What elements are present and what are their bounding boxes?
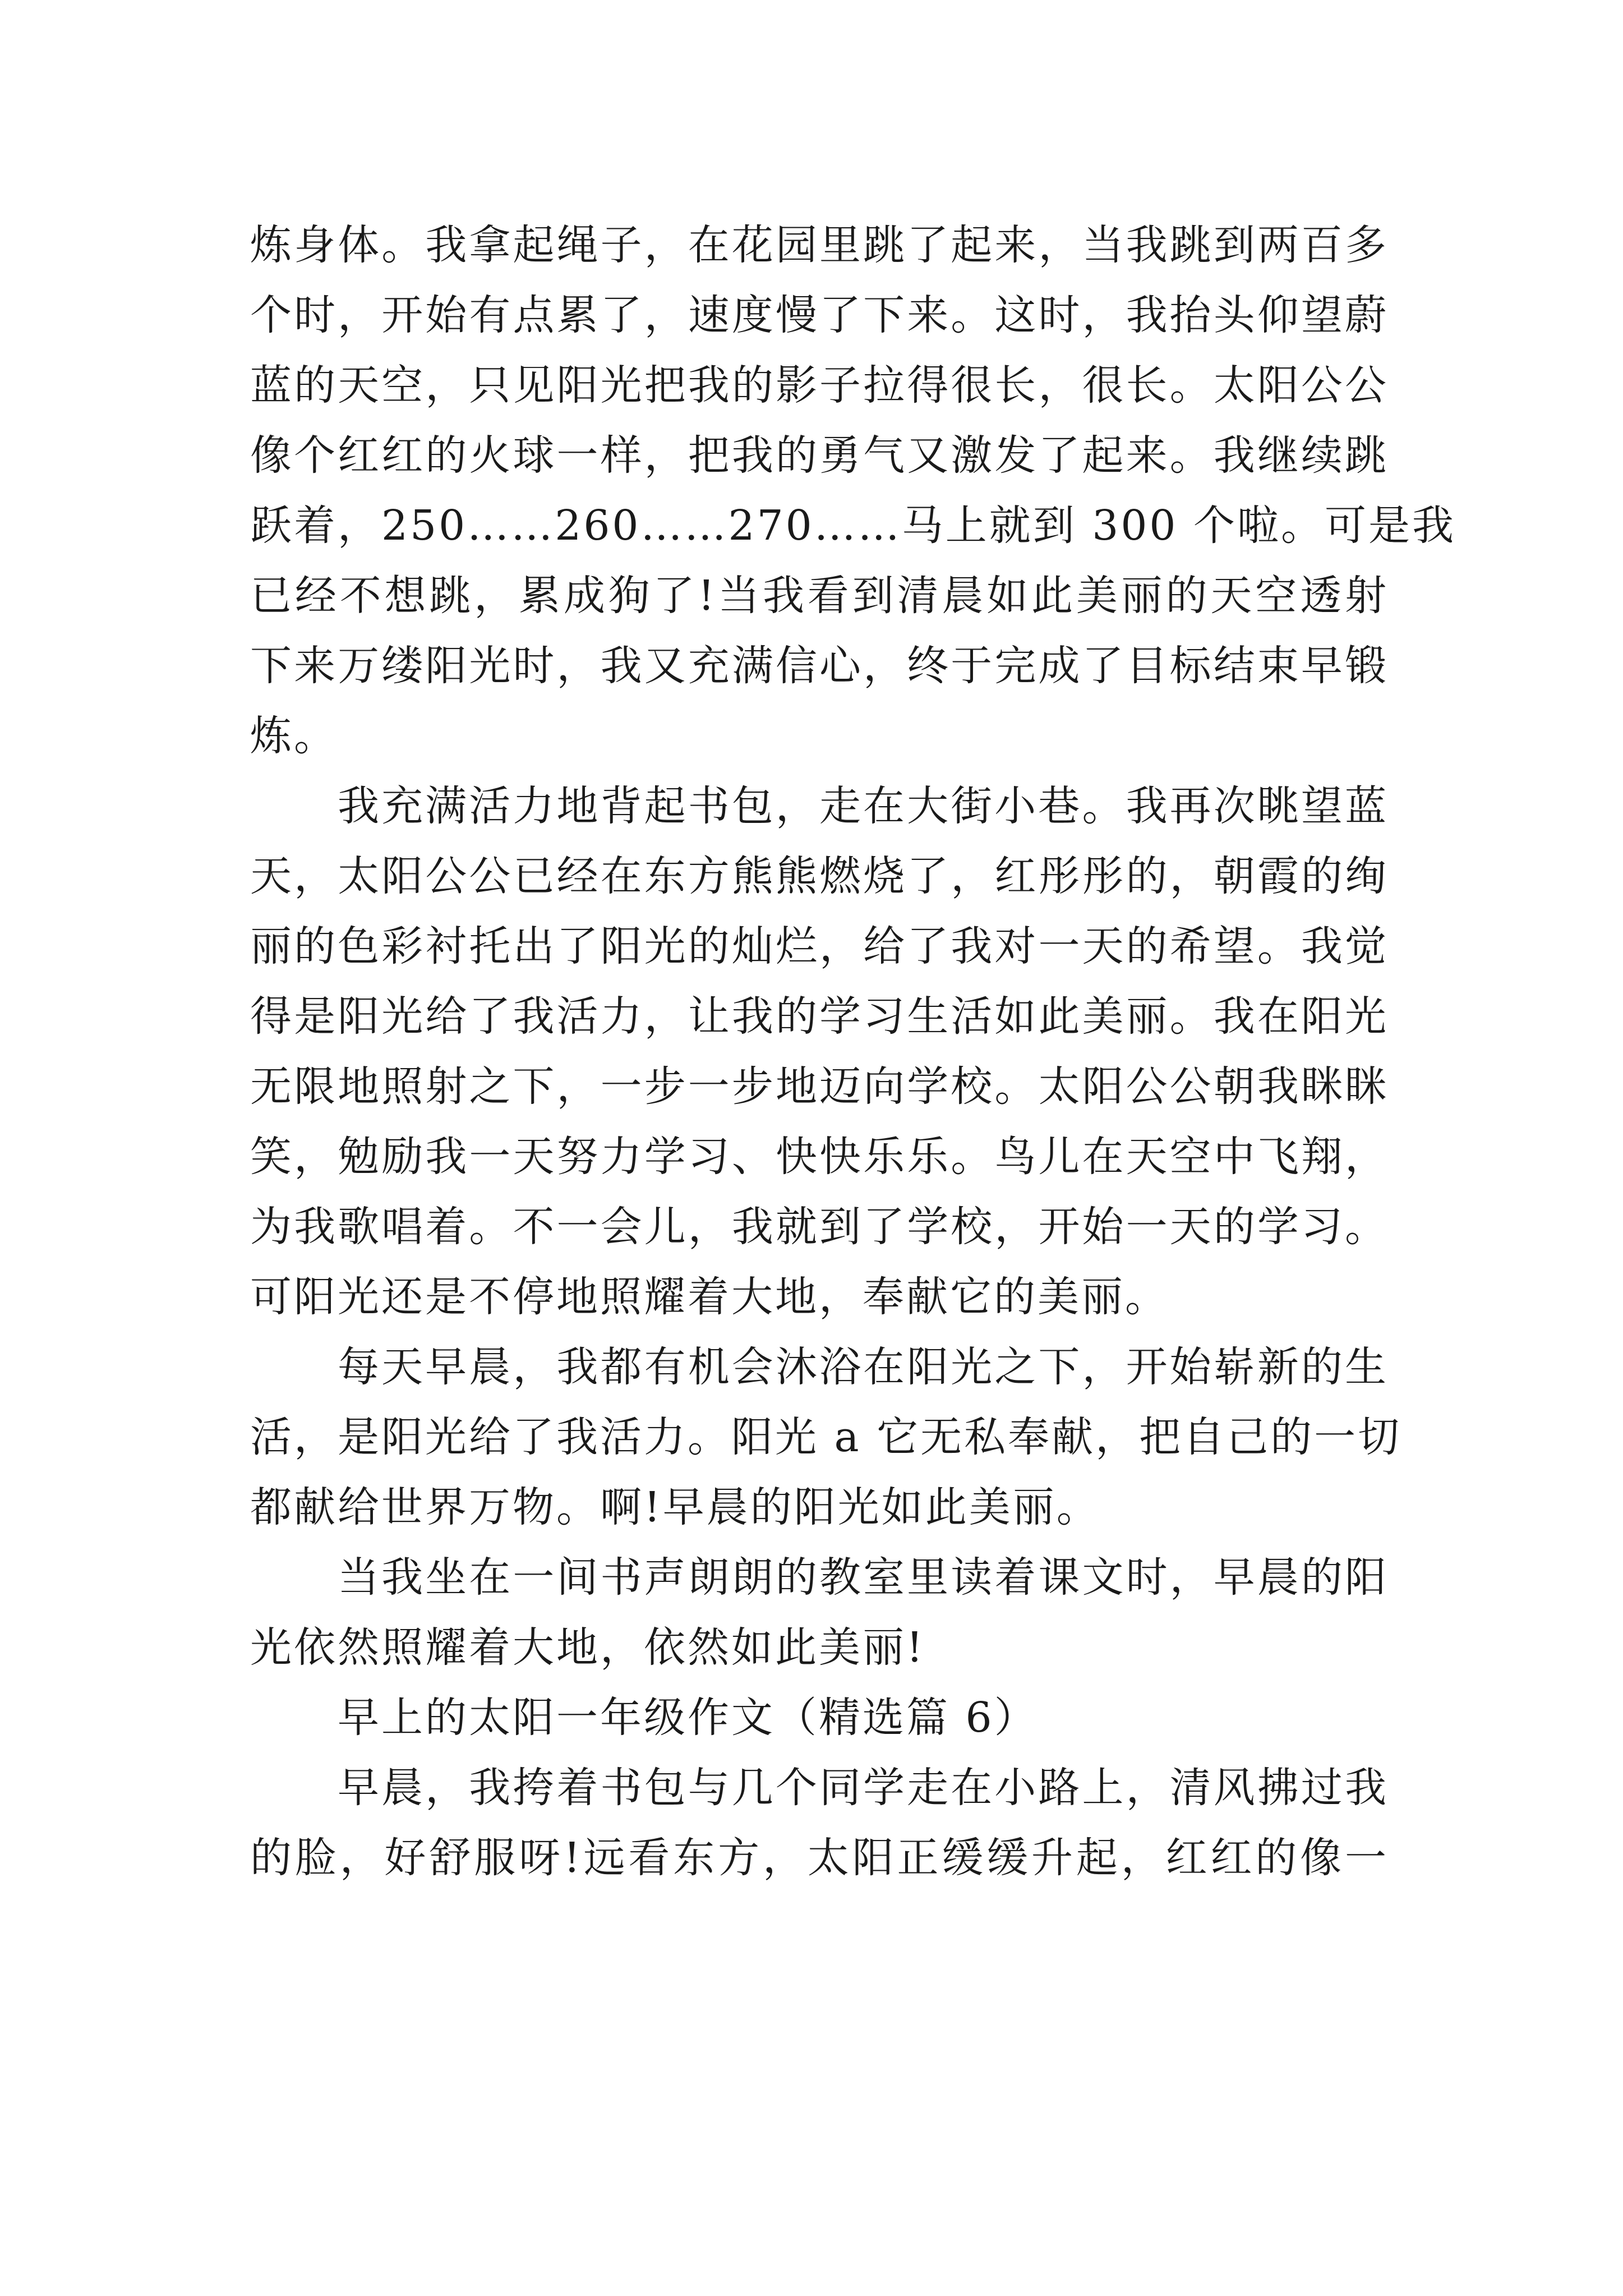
- text-line: 光依然照耀着大地，依然如此美丽!: [250, 1623, 925, 1672]
- text-line: 下来万缕阳光时，我又充满信心，终于完成了目标结束早锻: [250, 642, 1389, 690]
- text-line: 个时，开始有点累了，速度慢了下来。这时，我抬头仰望蔚: [250, 291, 1389, 339]
- text-line: 像个红红的火球一样，把我的勇气又激发了起来。我继续跳: [250, 431, 1389, 480]
- text-line: 天，太阳公公已经在东方熊熊燃烧了，红彤彤的，朝霞的绚: [250, 852, 1389, 900]
- text-line: 已经不想跳，累成狗了!当我看到清晨如此美丽的天空透射: [250, 572, 1389, 620]
- text-line: 跃着，250……260……270……马上就到 300 个啦。可是我: [250, 501, 1456, 550]
- text-line: 蓝的天空，只见阳光把我的影子拉得很长，很长。太阳公公: [250, 361, 1389, 409]
- text-line: 无限地照射之下，一步一步地迈向学校。太阳公公朝我眯眯: [250, 1062, 1389, 1111]
- text-line: 的脸，好舒服呀!远看东方，太阳正缓缓升起，红红的像一: [250, 1834, 1389, 1882]
- text-line: 笑，勉励我一天努力学习、快快乐乐。鸟儿在天空中飞翔，: [250, 1133, 1389, 1181]
- text-line: 为我歌唱着。不一会儿，我就到了学校，开始一天的学习。: [250, 1203, 1389, 1251]
- paragraph-first-line: 我充满活力地背起书包，走在大街小巷。我再次眺望蓝: [338, 782, 1389, 830]
- text-line: 炼身体。我拿起绳子，在花园里跳了起来，当我跳到两百多: [250, 221, 1389, 269]
- text-line: 得是阳光给了我活力，让我的学习生活如此美丽。我在阳光: [250, 992, 1389, 1041]
- section-heading: 早上的太阳一年级作文（精选篇 6）: [338, 1694, 1038, 1742]
- text-line: 活，是阳光给了我活力。阳光 a 它无私奉献，把自己的一切: [250, 1413, 1402, 1461]
- text-line: 都献给世界万物。啊!早晨的阳光如此美丽。: [250, 1483, 1100, 1531]
- essay-body: [250, 210, 1456, 1893]
- text-line: 炼。: [250, 712, 338, 760]
- text-line: 丽的色彩衬托出了阳光的灿烂，给了我对一天的希望。我觉: [250, 922, 1389, 970]
- paragraph-first-line: 每天早晨，我都有机会沐浴在阳光之下，开始崭新的生: [338, 1343, 1389, 1391]
- paragraph-first-line: 早晨，我挎着书包与几个同学走在小路上，清风拂过我: [338, 1764, 1389, 1812]
- paragraph-first-line: 当我坐在一间书声朗朗的教室里读着课文时，早晨的阳: [338, 1553, 1389, 1602]
- text-line: 可阳光还是不停地照耀着大地，奉献它的美丽。: [250, 1273, 1169, 1321]
